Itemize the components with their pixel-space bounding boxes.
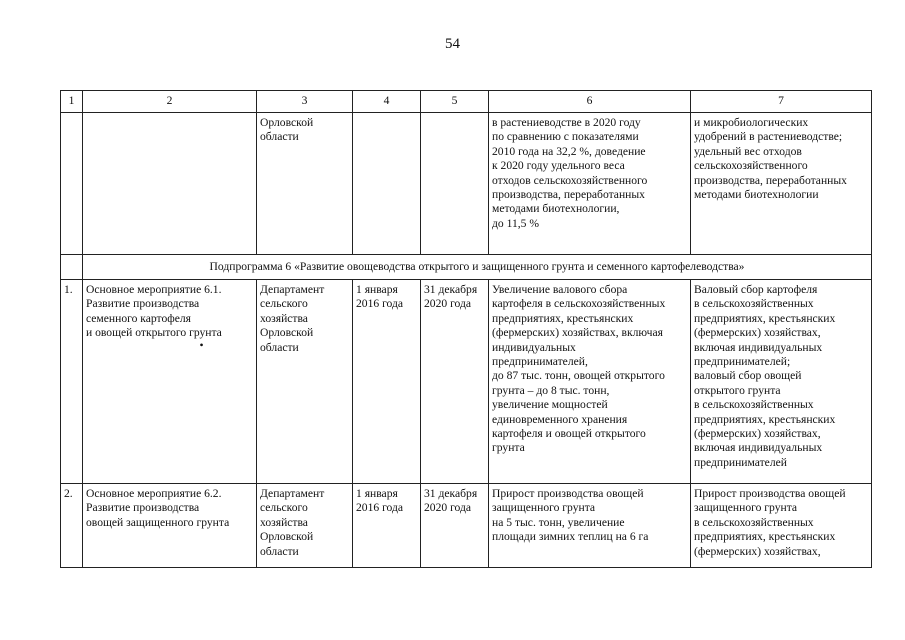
text-line: 1 января bbox=[356, 487, 398, 500]
text-line: предприятиях, крестьянских bbox=[492, 311, 634, 325]
text-line: сельскохозяйственного bbox=[694, 159, 808, 173]
text-line: Прирост производства овощей bbox=[694, 487, 846, 500]
text-line: к 2020 году удельного веса bbox=[492, 159, 625, 173]
cell-result bbox=[489, 113, 691, 255]
text-line: Департамент bbox=[260, 487, 325, 500]
cell-num: 2. bbox=[61, 484, 83, 568]
cell-start bbox=[353, 484, 421, 568]
text-line: включая индивидуальных bbox=[694, 441, 823, 455]
text-line: 2020 года bbox=[424, 297, 472, 311]
subprogram-row bbox=[61, 255, 872, 280]
table-row bbox=[61, 280, 872, 484]
text-line: предприятиях, крестьянских bbox=[694, 530, 836, 544]
cell-end bbox=[421, 113, 489, 255]
text-line: удельный вес отходов bbox=[694, 144, 802, 158]
text-line: 2016 года bbox=[356, 297, 404, 311]
text-line: картофеля и овощей открытого bbox=[492, 427, 646, 441]
cell-executor bbox=[257, 113, 353, 255]
text-line: производства, переработанных bbox=[694, 173, 847, 187]
text-line: в сельскохозяйственных bbox=[694, 297, 814, 311]
cell-end bbox=[421, 280, 489, 484]
text-line: включая индивидуальных bbox=[694, 340, 823, 354]
subprogram-title: Подпрограмма 6 «Развитие овощеводства открытого и защищенного грунта и семенного картофелеводства» bbox=[83, 255, 872, 280]
text-line: Развитие производства bbox=[86, 501, 200, 515]
text-line: картофеля в сельскохозяйственных bbox=[492, 297, 666, 311]
text-line: (фермерских) хозяйствах, bbox=[694, 326, 821, 340]
text-line: открытого грунта bbox=[694, 383, 781, 397]
cell-num bbox=[61, 255, 83, 280]
table-row-continued bbox=[61, 113, 872, 255]
cell-name bbox=[83, 113, 257, 255]
text-line: до 11,5 % bbox=[492, 216, 540, 230]
text-line: увеличение мощностей bbox=[492, 398, 608, 412]
text-line: производства, переработанных bbox=[492, 188, 645, 202]
text-line: предприятиях, крестьянских bbox=[694, 311, 836, 325]
text-line: методами биотехнологии, bbox=[492, 202, 620, 216]
text-line: и овощей открытого грунта bbox=[86, 326, 222, 340]
cell-indicator bbox=[691, 113, 872, 255]
text-line: 1 января bbox=[356, 283, 398, 296]
text-line: Департамент bbox=[260, 283, 325, 296]
header-cell: 1 bbox=[61, 91, 83, 113]
text-line: области bbox=[260, 340, 299, 354]
text-line: области bbox=[260, 544, 299, 558]
text-line: отходов сельскохозяйственного bbox=[492, 173, 648, 187]
text-line: Основное мероприятие 6.1. bbox=[86, 283, 222, 296]
text-line: до 87 тыс. тонн, овощей открытого bbox=[492, 369, 665, 383]
text-line: в растениеводстве в 2020 году bbox=[492, 116, 641, 129]
text-line: Валовый сбор картофеля bbox=[694, 283, 818, 296]
text-line: овощей защищенного грунта bbox=[86, 515, 230, 529]
text-line: площади зимних теплиц на 6 га bbox=[492, 530, 649, 544]
text-line: 31 декабря bbox=[424, 487, 478, 500]
text-line: 2010 года на 32,2 %, доведение bbox=[492, 144, 646, 158]
text-line: на 5 тыс. тонн, увеличение bbox=[492, 515, 625, 529]
header-cell: 5 bbox=[421, 91, 489, 113]
text-line: Орловской bbox=[260, 530, 314, 544]
text-line: Орловской bbox=[260, 326, 314, 340]
text-line: (фермерских) хозяйствах, bbox=[694, 427, 821, 441]
cell-end bbox=[421, 484, 489, 568]
cell-indicator bbox=[691, 484, 872, 568]
page-number: 54 bbox=[445, 36, 460, 52]
text-line: 2020 года bbox=[424, 501, 472, 515]
text-line: в сельскохозяйственных bbox=[694, 515, 814, 529]
text-line: удобрений в растениеводстве; bbox=[694, 130, 843, 144]
text-line: (фермерских) хозяйствах, включая bbox=[492, 326, 663, 340]
cell-result bbox=[489, 280, 691, 484]
text-line: методами биотехнологии bbox=[694, 188, 819, 202]
text-line: единовременного хранения bbox=[492, 412, 628, 426]
text-line: защищенного грунта bbox=[492, 501, 596, 515]
header-cell: 7 bbox=[691, 91, 872, 113]
text-line: области bbox=[260, 130, 299, 144]
text-line: Развитие производства bbox=[86, 297, 200, 311]
cell-name bbox=[83, 484, 257, 568]
header-cell: 2 bbox=[83, 91, 257, 113]
cell-name bbox=[83, 280, 257, 484]
header-cell: 4 bbox=[353, 91, 421, 113]
header-row bbox=[61, 91, 872, 113]
cell-start bbox=[353, 113, 421, 255]
cell-num: 1. bbox=[61, 280, 83, 484]
header-cell: 6 bbox=[489, 91, 691, 113]
text-line: 2016 года bbox=[356, 501, 404, 515]
header-cell: 3 bbox=[257, 91, 353, 113]
text-line: предпринимателей, bbox=[492, 355, 588, 369]
text-line: (фермерских) хозяйствах, bbox=[694, 544, 821, 558]
text-line: Основное мероприятие 6.2. bbox=[86, 487, 222, 500]
text-line: и микробиологических bbox=[694, 116, 809, 129]
text-line: Орловской bbox=[260, 116, 314, 129]
text-line: Увеличение валового сбора bbox=[492, 283, 628, 296]
cell-indicator bbox=[691, 280, 872, 484]
cell-result bbox=[489, 484, 691, 568]
text-line: по сравнению с показателями bbox=[492, 130, 639, 144]
cell-executor bbox=[257, 280, 353, 484]
measures-table bbox=[60, 90, 872, 568]
text-line: Прирост производства овощей bbox=[492, 487, 644, 500]
cell-num bbox=[61, 113, 83, 255]
text-line: грунта – до 8 тыс. тонн, bbox=[492, 383, 610, 397]
text-line: в сельскохозяйственных bbox=[694, 398, 814, 412]
cell-executor bbox=[257, 484, 353, 568]
text-line: предпринимателей; bbox=[694, 355, 791, 369]
text-line: хозяйства bbox=[260, 311, 308, 325]
dot-mark: • bbox=[199, 338, 204, 352]
text-line: индивидуальных bbox=[492, 340, 576, 354]
text-line: предпринимателей bbox=[694, 455, 787, 469]
text-line: валовый сбор овощей bbox=[694, 369, 802, 383]
text-line: семенного картофеля bbox=[86, 311, 192, 325]
text-line: хозяйства bbox=[260, 515, 308, 529]
text-line: сельского bbox=[260, 297, 308, 311]
text-line: сельского bbox=[260, 501, 308, 515]
text-line: защищенного грунта bbox=[694, 501, 798, 515]
text-line: грунта bbox=[492, 441, 525, 455]
text-line: 31 декабря bbox=[424, 283, 478, 296]
table-row bbox=[61, 484, 872, 568]
text-line: предприятиях, крестьянских bbox=[694, 412, 836, 426]
cell-start bbox=[353, 280, 421, 484]
